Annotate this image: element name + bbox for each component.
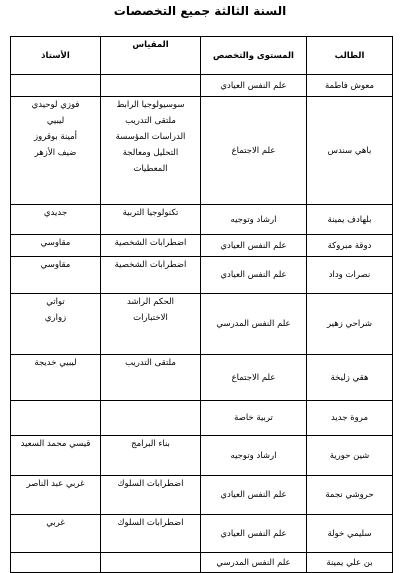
professor-cell (11, 553, 101, 573)
module-cell (101, 436, 201, 476)
professor-cell (11, 401, 101, 436)
professor-cell (11, 436, 101, 476)
student-cell: شراحي زهير (307, 294, 393, 355)
module-name: الاختبارات (133, 313, 168, 323)
student-cell: بلهادف يمينة (307, 205, 393, 235)
table-row (11, 553, 393, 573)
professor-name: جديدي (43, 208, 68, 218)
module-name: اضطرابات الشخصية (114, 260, 187, 270)
module-name: اضطرابات الشخصية (114, 238, 187, 248)
level-cell: علم النفس العيادي (201, 75, 307, 97)
student-cell: مروة جديد (307, 401, 393, 436)
professor-cell (11, 235, 101, 257)
level-cell: علم النفس المدرسي (201, 294, 307, 355)
table-row (11, 205, 393, 235)
module-name: التحليل ومعالجة (122, 148, 179, 158)
professor-cell (11, 294, 101, 355)
table-row (11, 436, 393, 476)
module-name: ملتقى التدريب (125, 358, 176, 368)
level-cell: علم الاجتماع (201, 97, 307, 205)
module-name: الحكم الراشد (126, 297, 175, 307)
module-cell (101, 515, 201, 553)
professor-name: فوزي لوحيدي (31, 100, 80, 110)
module-cell (101, 205, 201, 235)
level-cell: ارشاد وتوجيه (201, 436, 307, 476)
module-cell (101, 257, 201, 294)
student-cell: سليمي خولة (307, 515, 393, 553)
header-module: المقياس (101, 37, 201, 75)
module-name: ملتقى التدريب (125, 116, 176, 126)
professor-cell (11, 355, 101, 401)
table-row (11, 257, 393, 294)
professor-cell (11, 476, 101, 515)
professor-name: غربي (46, 518, 65, 528)
professor-name: ضيف الأزهر (34, 148, 77, 158)
module-cell (101, 97, 201, 205)
module-cell (101, 355, 201, 401)
header-student: الطالب (307, 37, 393, 75)
student-cell: شين حورية (307, 436, 393, 476)
table-row (11, 294, 393, 355)
table-row (11, 476, 393, 515)
header-level: المستوى والتخصص (201, 37, 307, 75)
table-body (11, 75, 393, 573)
level-cell: علم الاجتماع (201, 355, 307, 401)
table-row (11, 355, 393, 401)
module-cell (101, 294, 201, 355)
professor-name: زواري (44, 313, 67, 323)
professor-name: ليبيي خديجة (34, 358, 77, 368)
level-cell: علم النفس العيادي (201, 476, 307, 515)
header-row (11, 37, 393, 75)
level-cell: علم النفس المدرسي (201, 553, 307, 573)
student-cell: نصرات وداد (307, 257, 393, 294)
student-cell: معوش فاطمة (307, 75, 393, 97)
module-name: تكنولوجيا التربية (122, 208, 179, 218)
professor-name: غربي عبد الناصر (26, 479, 85, 489)
professor-cell (11, 515, 101, 553)
module-name: اضطرابات السلوك (117, 479, 184, 489)
table-row (11, 235, 393, 257)
module-name: بناء البرامج (131, 439, 170, 449)
professor-name: أمينة بوقروز (33, 132, 78, 142)
professor-cell (11, 75, 101, 97)
professor-name: قيسي محمد السعيد (20, 439, 91, 449)
student-cell: دوقة مبروكة (307, 235, 393, 257)
level-cell: علم النفس العيادي (201, 257, 307, 294)
table-row (11, 515, 393, 553)
module-cell (101, 235, 201, 257)
professor-name: مقاوسي (40, 238, 71, 248)
header-professor: الأستاذ (11, 37, 101, 75)
professor-cell (11, 205, 101, 235)
module-name: الدراسات المؤسسة (115, 132, 186, 142)
table-row (11, 97, 393, 205)
level-cell: تربية خاصة (201, 401, 307, 436)
professor-name: مقاوسي (40, 260, 71, 270)
page-title: السنة الثالثة جميع التخصصات (113, 4, 287, 18)
level-cell: علم النفس العيادي (201, 515, 307, 553)
professor-cell (11, 97, 101, 205)
module-name: اضطرابات السلوك (117, 518, 184, 528)
student-cell: بن علي يمينة (307, 553, 393, 573)
module-name: سوسيولوجيا الرابط (116, 100, 185, 110)
professor-name: ليبيي (46, 116, 65, 126)
assignment-table (10, 36, 393, 573)
student-cell: هقي زليخة (307, 355, 393, 401)
student-cell: حروشي نجمة (307, 476, 393, 515)
module-cell (101, 75, 201, 97)
table-row (11, 401, 393, 436)
module-name: المعطيات (133, 164, 168, 174)
module-cell (101, 476, 201, 515)
level-cell: ارشاد وتوجيه (201, 205, 307, 235)
table-row (11, 75, 393, 97)
student-cell: باهي سندس (307, 97, 393, 205)
professor-cell (11, 257, 101, 294)
professor-name: تواتي (46, 297, 65, 307)
module-cell (101, 401, 201, 436)
level-cell: علم النفس العيادي (201, 235, 307, 257)
module-cell (101, 553, 201, 573)
